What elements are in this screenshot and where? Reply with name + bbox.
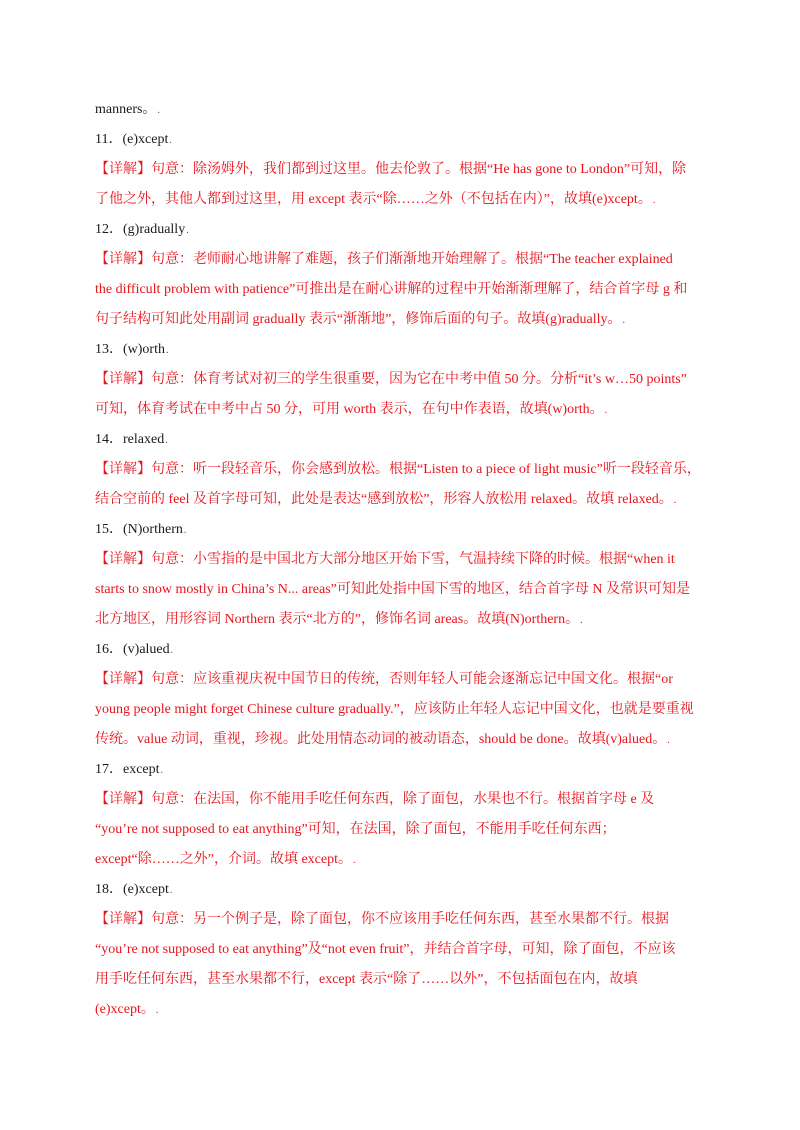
answer-18 bbox=[95, 875, 715, 905]
explanation-18-line-4 bbox=[95, 995, 715, 1025]
line-text: 【详解】句意：听一段轻音乐，你会感到放松。根据“Listen to a piece of light music”听一段轻音乐， bbox=[95, 462, 701, 477]
format-mark: . bbox=[652, 195, 656, 206]
line-text: 12．(g)radually bbox=[95, 222, 186, 237]
line-text: 【详解】句意：老师耐心地讲解了难题，孩子们渐渐地开始理解了。根据“The teacher explained bbox=[95, 252, 673, 267]
line-text: 16．(v)alued bbox=[95, 642, 170, 657]
answer-key-page bbox=[95, 95, 715, 1025]
explanation-13-line-2 bbox=[95, 395, 715, 425]
explanation-15-line-1 bbox=[95, 545, 715, 575]
line-text: young people might forget Chinese culture gradually.”，应该防止年轻人忘记中国文化，也就是要重视 bbox=[95, 702, 694, 717]
explanation-16-line-2 bbox=[95, 695, 715, 725]
format-mark: . bbox=[673, 495, 677, 506]
format-mark: . bbox=[183, 525, 187, 536]
line-text: 可知，体育考试在中考中占 50 分，可用 worth 表示，在句中作表语，故填(w)orth。 bbox=[95, 402, 604, 417]
explanation-17-line-2 bbox=[95, 815, 715, 845]
format-mark: . bbox=[155, 1005, 159, 1016]
line-text: except“除……之外”，介词。故填 except。 bbox=[95, 852, 352, 867]
format-mark: . bbox=[622, 315, 625, 326]
line-text: 传统。value 动词，重视，珍视。此处用情态动词的被动语态，should be done。故填(v)alued。 bbox=[95, 732, 667, 747]
answer-11 bbox=[95, 125, 715, 155]
format-mark: . bbox=[166, 345, 169, 356]
line-text: 【详解】句意：另一个例子是，除了面包，你不应该用手吃任何东西，甚至水果都不行。根据 bbox=[95, 912, 669, 927]
line-text: 17．except bbox=[95, 762, 160, 777]
explanation-14-line-2 bbox=[95, 485, 715, 515]
line-text: 【详解】句意：在法国，你不能用手吃任何东西，除了面包，水果也不行。根据首字母 e 及 bbox=[95, 792, 655, 807]
line-text: 用手吃任何东西，甚至水果都不行，except 表示“除了……以外”，不包括面包在内，故填 bbox=[95, 972, 638, 987]
line-text: 【详解】句意：除汤姆外，我们都到过这里。他去伦敦了。根据“He has gone to London”可知，除 bbox=[95, 162, 687, 177]
explanation-18-line-2 bbox=[95, 935, 715, 965]
line-text: 了他之外，其他人都到过这里，用 except 表示“除……之外（不包括在内）”，故填(e)xcept。 bbox=[95, 192, 652, 207]
line-text: starts to snow mostly in China’s N... areas”可知此处指中国下雪的地区，结合首字母 N 及常识可知是 bbox=[95, 582, 690, 597]
format-mark: . bbox=[157, 105, 160, 116]
line-text: 15．(N)orthern bbox=[95, 522, 183, 537]
explanation-12-line-1 bbox=[95, 245, 715, 275]
explanation-16-line-1 bbox=[95, 665, 715, 695]
line-text: manners。 bbox=[95, 102, 157, 117]
explanation-15-line-2 bbox=[95, 575, 715, 605]
explanation-18-line-3 bbox=[95, 965, 715, 995]
line-text: 【详解】句意：应该重视庆祝中国节日的传统，否则年轻人可能会逐渐忘记中国文化。根据“or bbox=[95, 672, 673, 687]
explanation-11-line-2 bbox=[95, 185, 715, 215]
explanation-17-line-1 bbox=[95, 785, 715, 815]
answer-14 bbox=[95, 425, 715, 455]
line-text: 句子结构可知此处用副词 gradually 表示“渐渐地”，修饰后面的句子。故填(g)radually。 bbox=[95, 312, 622, 327]
line-text: 11．(e)xcept bbox=[95, 132, 169, 147]
line-text: 结合空前的 feel 及首字母可知，此处是表达“感到放松”，形容人放松用 relaxed。故填 relaxed。 bbox=[95, 492, 673, 507]
line-text: 【详解】句意：小雪指的是中国北方大部分地区开始下雪，气温持续下降的时候。根据“when it bbox=[95, 552, 675, 567]
answer-17 bbox=[95, 755, 715, 785]
format-mark: . bbox=[169, 885, 173, 896]
format-mark: . bbox=[169, 135, 172, 146]
format-mark: . bbox=[580, 615, 583, 626]
format-mark: . bbox=[353, 855, 356, 866]
line-text: the difficult problem with patience”可推出是在耐心讲解的过程中开始渐渐理解了，结合首字母 g 和 bbox=[95, 282, 688, 297]
explanation-12-line-3 bbox=[95, 305, 715, 335]
format-mark: . bbox=[604, 405, 608, 416]
explanation-14-line-1 bbox=[95, 455, 715, 485]
line-text: 14．relaxed bbox=[95, 432, 165, 447]
answer-13 bbox=[95, 335, 715, 365]
line-text: “you’re not supposed to eat anything”可知，在法国，除了面包，不能用手吃任何东西； bbox=[95, 822, 616, 837]
format-mark: . bbox=[170, 645, 174, 656]
explanation-15-line-3 bbox=[95, 605, 715, 635]
line-text: “you’re not supposed to eat anything”及“not even fruit”，并结合首字母，可知，除了面包，不应该 bbox=[95, 942, 676, 957]
answer-16 bbox=[95, 635, 715, 665]
explanation-16-line-3 bbox=[95, 725, 715, 755]
explanation-11-line-1 bbox=[95, 155, 715, 185]
format-mark: . bbox=[160, 765, 164, 776]
explanation-18-line-1 bbox=[95, 905, 715, 935]
line-text: 18．(e)xcept bbox=[95, 882, 169, 897]
explanation-13-line-1 bbox=[95, 365, 715, 395]
line-text: 北方地区，用形容词 Northern 表示“北方的”，修饰名词 areas。故填(N)orthern。 bbox=[95, 612, 580, 627]
line-text: 13．(w)orth bbox=[95, 342, 165, 357]
format-mark: . bbox=[165, 435, 168, 446]
line-text: (e)xcept。 bbox=[95, 1002, 155, 1017]
answer-12 bbox=[95, 215, 715, 245]
format-mark: . bbox=[186, 225, 189, 236]
explanation-12-line-2 bbox=[95, 275, 715, 305]
explanation-17-line-3 bbox=[95, 845, 715, 875]
line-text: 【详解】句意：体育考试对初三的学生很重要，因为它在中考中值 50 分。分析“it’s w…50 points” bbox=[95, 372, 687, 387]
text-line bbox=[95, 95, 715, 125]
format-mark: . bbox=[667, 735, 670, 746]
answer-15 bbox=[95, 515, 715, 545]
